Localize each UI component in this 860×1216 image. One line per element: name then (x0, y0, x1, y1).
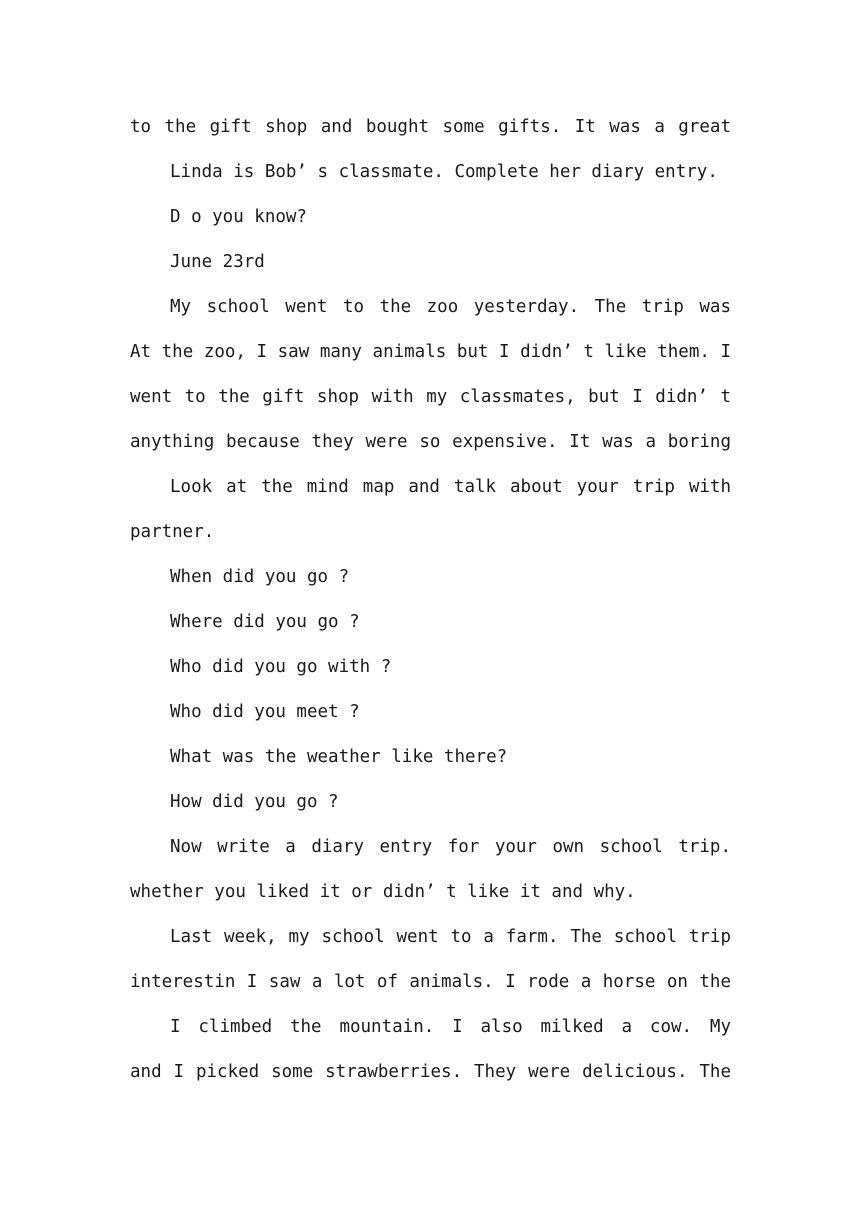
text-line: What was the weather like there? (170, 747, 508, 767)
text-line: Look at the mind map and talk about your trip with (170, 477, 731, 497)
text-line: June 23rd (170, 252, 265, 272)
text-line: I climbed the mountain. I also milked a cow. My (170, 1017, 731, 1037)
text-line: Linda is Bob’ s classmate. Complete her diary entry. (170, 162, 718, 182)
text-line: interestin I saw a lot of animals. I rode a horse on the (130, 972, 731, 992)
text-line: Last week, my school went to a farm. The school trip (170, 927, 731, 947)
text-line: Where did you go ? (170, 612, 360, 632)
text-line: partner. (130, 522, 215, 542)
text-line: whether you liked it or didn’ t like it and why. (130, 882, 636, 902)
text-line: and I picked some strawberries. They were delicious. The (130, 1062, 731, 1082)
text-line: At the zoo, I saw many animals but I didn’ t like them. I (130, 342, 731, 362)
text-line: Who did you go with ? (170, 657, 392, 677)
text-line: went to the gift shop with my classmates, but I didn’ t (130, 387, 731, 407)
text-line: Now write a diary entry for your own school trip. (170, 837, 731, 857)
text-line: When did you go ? (170, 567, 350, 587)
text-line: anything because they were so expensive. It was a boring (130, 432, 731, 452)
text-line: How did you go ? (170, 792, 339, 812)
text-line: to the gift shop and bought some gifts. It was a great (130, 117, 731, 137)
text-line: My school went to the zoo yesterday. The trip was (170, 297, 731, 317)
text-line: Who did you meet ? (170, 702, 360, 722)
document-body (130, 105, 731, 1095)
text-line: D o you know? (170, 207, 307, 227)
